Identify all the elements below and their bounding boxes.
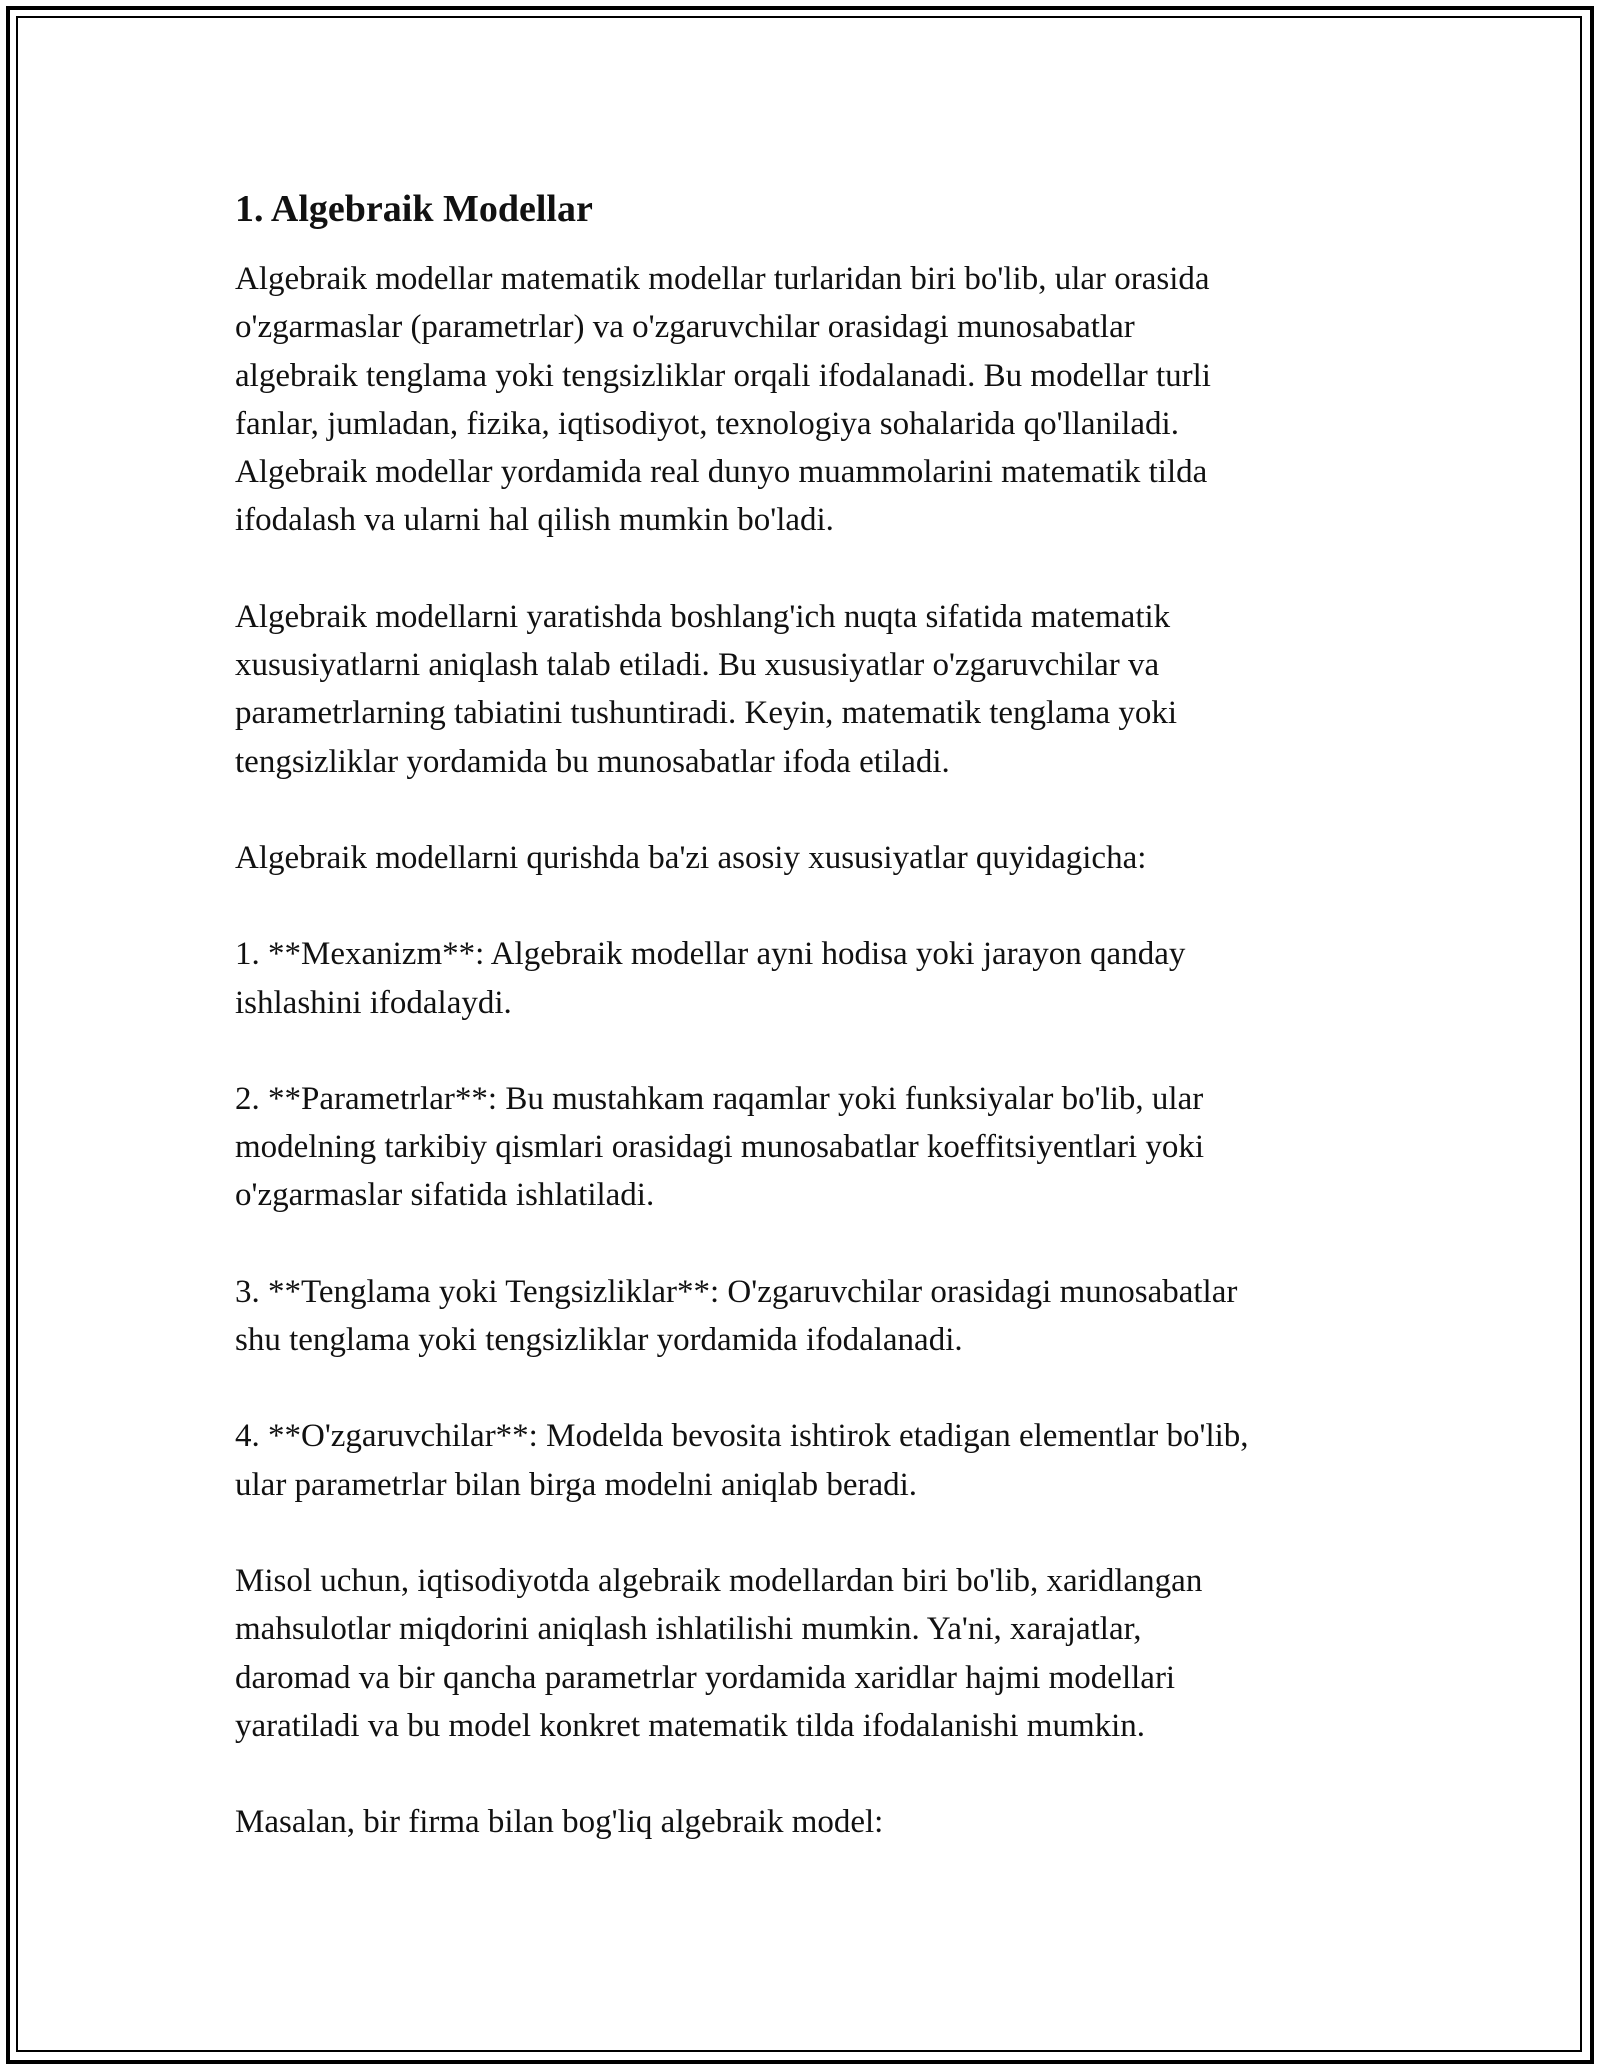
list-item-parameters <box>235 1075 1395 1220</box>
text-line: Algebraik modellar yordamida real dunyo muammolarini matematik tilda <box>235 454 1208 491</box>
text-line: shu tenglama yoki tengsizliklar yordamida ifodalanadi. <box>235 1322 963 1359</box>
text-line: mahsulotlar miqdorini aniqlash ishlatilishi mumkin. Ya'ni, xarajatlar, <box>235 1611 1142 1648</box>
text-line: ular parametrlar bilan birga modelni aniqlab beradi. <box>235 1466 918 1503</box>
text-line: 3. **Tenglama yoki Tengsizliklar**: O'zgaruvchilar orasidagi munosabatlar <box>235 1273 1238 1310</box>
paragraph-example <box>235 1557 1395 1750</box>
text-line: 2. **Parametrlar**: Bu mustahkam raqamlar yoki funksiyalar bo'lib, ular <box>235 1080 1204 1117</box>
paragraph-firm-model <box>235 1798 1395 1846</box>
text-line: fanlar, jumladan, fizika, iqtisodiyot, texnologiya sohalarida qo'llaniladi. <box>235 405 1179 442</box>
list-item-variables <box>235 1412 1395 1509</box>
text-line: o'zgarmaslar sifatida ishlatiladi. <box>235 1177 655 1214</box>
text-line: Algebraik modellarni yaratishda boshlang'ich nuqta sifatida matematik <box>235 598 1171 635</box>
text-line: Masalan, bir firma bilan bog'liq algebraik model: <box>235 1804 884 1841</box>
text-line: Algebraik modellarni qurishda ba'zi asosiy xususiyatlar quyidagicha: <box>235 839 1147 876</box>
text-line: 4. **O'zgaruvchilar**: Modelda bevosita ishtirok etadigan elementlar bo'lib, <box>235 1418 1249 1455</box>
text-line: parametrlarning tabiatini tushuntiradi. Keyin, matematik tenglama yoki <box>235 695 1178 732</box>
paragraph-intro <box>235 255 1395 545</box>
text-line: modelning tarkibiy qismlari orasidagi munosabatlar koeffitsiyentlari yoki <box>235 1129 1205 1166</box>
list-item-equations <box>235 1268 1395 1365</box>
text-line: ifodalash va ularni hal qilish mumkin bo'ladi. <box>235 502 834 539</box>
list-item-mechanism <box>235 930 1395 1027</box>
section-heading: 1. Algebraik Modellar <box>235 188 593 230</box>
document-body <box>235 185 1395 1894</box>
text-line: 1. **Mexanizm**: Algebraik modellar ayni hodisa yoki jarayon qanday <box>235 936 1186 973</box>
text-line: yaratiladi va bu model konkret matematik tilda ifodalanishi mumkin. <box>235 1707 1146 1744</box>
text-line: o'zgarmaslar (parametrlar) va o'zgaruvchilar orasidagi munosabatlar <box>235 309 1135 346</box>
text-line: daromad va bir qancha parametrlar yordamida xaridlar hajmi modellari <box>235 1659 1176 1696</box>
text-line: tengsizliklar yordamida bu munosabatlar ifoda etiladi. <box>235 743 950 780</box>
text-line: Algebraik modellar matematik modellar turlaridan biri bo'lib, ular orasida <box>235 261 1210 297</box>
text-line: Misol uchun, iqtisodiyotda algebraik modellardan biri bo'lib, xaridlangan <box>235 1562 1203 1599</box>
text-line: ishlashini ifodalaydi. <box>235 984 512 1021</box>
text-line: algebraik tenglama yoki tengsizliklar orqali ifodalanadi. Bu modellar turli <box>235 357 1211 394</box>
text-line: xususiyatlarni aniqlash talab etiladi. Bu xususiyatlar o'zgaruvchilar va <box>235 647 1160 684</box>
paragraph-creation <box>235 593 1395 786</box>
paragraph-properties-intro <box>235 834 1395 882</box>
